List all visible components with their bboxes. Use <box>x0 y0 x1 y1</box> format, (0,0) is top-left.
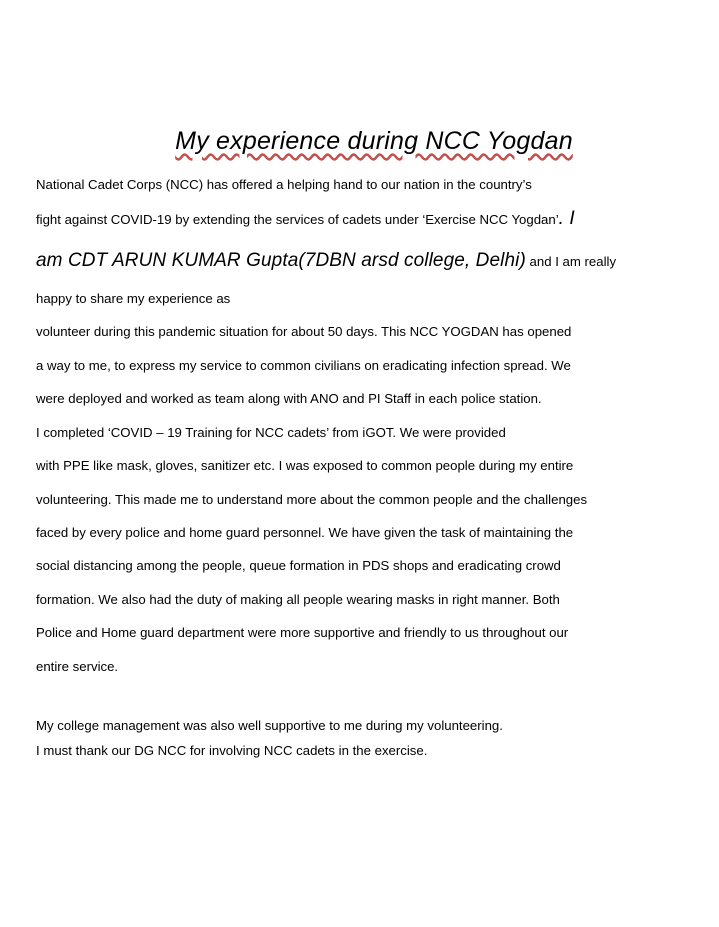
paragraph-body5 <box>36 456 712 476</box>
text-run: formation. We also had the duty of making all people wearing masks in right manner. Both <box>36 591 560 607</box>
text-run: were deployed and worked as team along with ANO and PI Staff in each police station. <box>36 391 542 407</box>
paragraph-body8 <box>36 556 712 576</box>
text-run: National Cadet Corps (NCC) has offered a helping hand to our nation in the country’s <box>36 176 532 192</box>
paragraph-body2 <box>36 356 712 376</box>
text-run: volunteering. This made me to understand more about the common people and the challenges <box>36 491 588 507</box>
text-run-emphasis: am CDT ARUN KUMAR Gupta(7DBN arsd college, Delhi) <box>36 250 526 272</box>
text-run: volunteer during this pandemic situation for about 50 days. This NCC YOGDAN has opened <box>36 324 572 340</box>
page-title: My experience during NCC Yogdan <box>175 127 573 155</box>
paragraph-intro4 <box>36 289 712 309</box>
paragraph-spacer <box>36 690 712 716</box>
paragraph-body11 <box>36 657 712 677</box>
document-body <box>36 128 712 770</box>
text-run: I must thank our DG NCC for involving NCC cadets in the exercise. <box>36 742 428 758</box>
text-run: Police and Home guard department were more supportive and friendly to us throughout our <box>36 625 569 641</box>
text-run: happy to share my experience as <box>36 290 231 306</box>
paragraph-body9 <box>36 590 712 610</box>
text-run: with PPE like mask, gloves, sanitizer etc. I was exposed to common people during my entire <box>36 458 574 474</box>
text-run: My college management was also well supportive to me during my volunteering. <box>36 718 503 734</box>
paragraph-body10 <box>36 623 712 643</box>
paragraph-body6 <box>36 490 712 510</box>
text-run-emphasis: . I <box>558 207 575 229</box>
text-run: a way to me, to express my service to common civilians on eradicating infection spread. We <box>36 357 571 373</box>
paragraph-intro <box>36 175 712 195</box>
paragraph-body1 <box>36 322 712 342</box>
paragraph-body3 <box>36 389 712 409</box>
text-run: I completed ‘COVID – 19 Training for NCC cadets’ from iGOT. We were provided <box>36 424 506 440</box>
text-run: fight against COVID-19 by extending the services of cadets under ‘Exercise NCC Yogdan’ <box>36 211 559 227</box>
paragraph-intro3 <box>36 246 712 275</box>
paragraph-body4 <box>36 423 712 443</box>
paragraph-closing2 <box>36 741 712 761</box>
text-run: entire service. <box>36 658 119 674</box>
text-run: and I am really <box>525 254 617 270</box>
paragraph-closing1 <box>36 716 712 736</box>
text-run: social distancing among the people, queue formation in PDS shops and eradicating crowd <box>36 558 561 574</box>
paragraph-intro2 <box>36 204 712 233</box>
paragraph-body7 <box>36 523 712 543</box>
text-run: faced by every police and home guard personnel. We have given the task of maintaining the <box>36 525 574 540</box>
